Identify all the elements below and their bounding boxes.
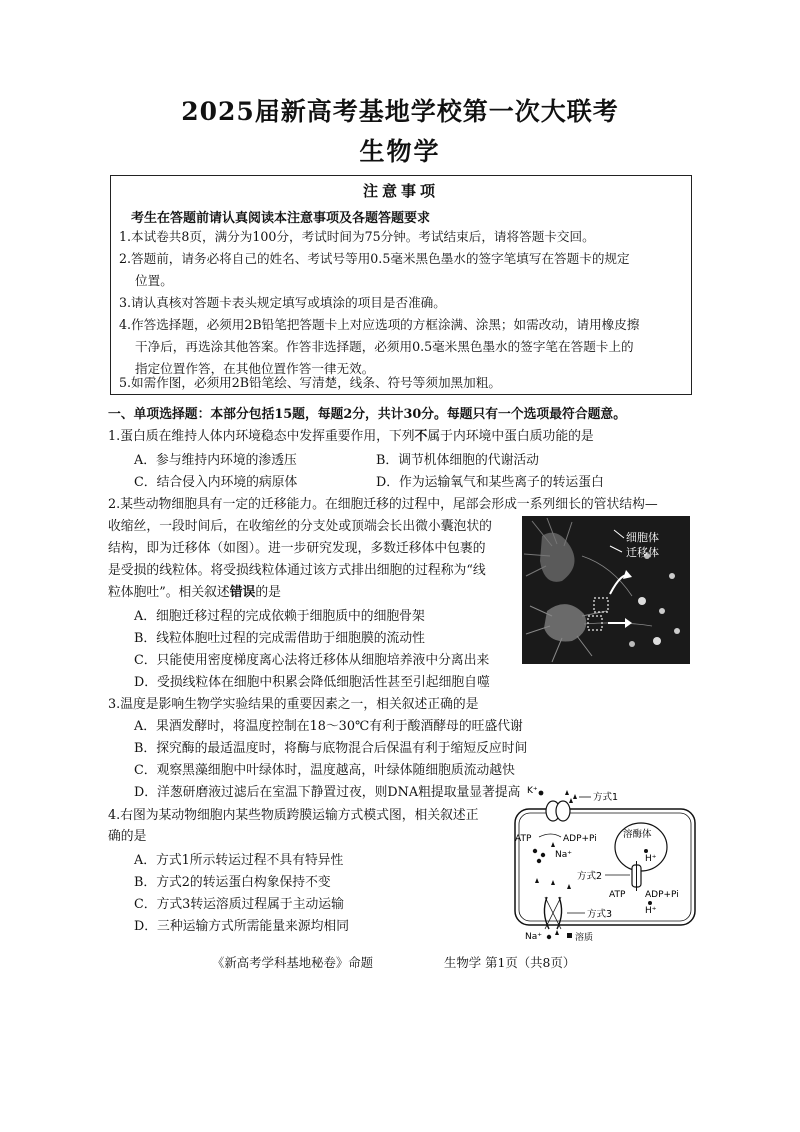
- footer-source: 《新高考学科基地秘卷》命题: [212, 955, 374, 970]
- notice-line: 1.本试卷共8页，满分为100分，考试时间为75分钟。考试结束后，请将答题卡交回。: [119, 229, 595, 244]
- notice-line: 3.请认真核对答题卡表头规定填写或填涂的项目是否准确。: [119, 295, 446, 310]
- q2-option-a: A．细胞迁移过程的完成依赖于细胞质中的细胞骨架: [134, 609, 425, 624]
- label-lysosome: 溶酶体: [623, 829, 652, 840]
- notice-line: 4.作答选择题，必须用2B铅笔把答题卡上对应选项的方框涂满、涂黑；如需改动，请用橡皮擦: [119, 317, 640, 332]
- label-migrasome: 迁移体: [626, 546, 659, 559]
- label-atp-1: ATP: [515, 834, 532, 844]
- label-way-2: 方式2: [577, 871, 603, 882]
- label-way-3: 方式3: [587, 909, 613, 920]
- q2-option-b: B．线粒体胞吐过程的完成需借助于细胞膜的流动性: [134, 631, 425, 646]
- label-cell-body: 细胞体: [626, 531, 659, 544]
- label-atp-2: ATP: [609, 890, 626, 900]
- label-adp-2: ADP+Pi: [645, 890, 679, 900]
- notice-box: [110, 175, 692, 395]
- membrane-transport-diagram: [505, 785, 705, 945]
- q1-option-b: B．调节机体细胞的代谢活动: [376, 453, 539, 468]
- notice-line: 5.如需作图，必须用2B铅笔绘、写清楚，线条、符号等须加黑加粗。: [119, 375, 501, 390]
- subject-title: 生物学: [359, 137, 441, 166]
- q3-option-c: C．观察黑藻细胞中叶绿体时，温度越高，叶绿体随细胞质流动越快: [134, 763, 515, 778]
- label-k-ion: K⁺: [527, 786, 538, 796]
- q2-stem-line: 2.某些动物细胞具有一定的迁移能力。在细胞迁移的过程中，尾部会形成一系列细长的管状结构—: [108, 497, 658, 512]
- q2-stem-line: 收缩丝，一段时间后，在收缩丝的分支处或顶端会长出微小囊泡状的: [108, 519, 492, 534]
- section-heading: 一、单项选择题：本部分包括15题，每题2分，共计30分。每题只有一个选项最符合题意。: [108, 407, 627, 422]
- label-way-1: 方式1: [593, 792, 619, 803]
- q4-option-c: C．方式3转运溶质过程属于主动运输: [134, 897, 344, 912]
- q1-option-d: D．作为运输氧气和某些离子的转运蛋白: [376, 475, 604, 490]
- label-h-ion-2: H⁺: [645, 906, 657, 916]
- q3-option-b: B．探究酶的最适温度时，将酶与底物混合后保温有利于缩短反应时间: [134, 741, 528, 756]
- q3-option-a: A．果酒发酵时，将温度控制在18～30℃有利于酸酒酵母的旺盛代谢: [134, 719, 523, 734]
- q1-option-a: A．参与维持内环境的渗透压: [134, 453, 297, 468]
- q3-stem: 3.温度是影响生物学实验结果的重要因素之一，相关叙述正确的是: [108, 697, 479, 712]
- q1-emphasis: 不: [414, 429, 428, 444]
- q3-option-d: D．洋葱研磨液过滤后在室温下静置过夜，则DNA粗提取量显著提高: [134, 785, 521, 800]
- q1-stem: 1.蛋白质在维持人体内环境稳态中发挥重要作用，下列不属于内环境中蛋白质功能的是: [108, 429, 594, 444]
- q4-option-d: D．三种运输方式所需能量来源均相同: [134, 919, 350, 934]
- label-na-ion-2: Na⁺: [525, 932, 542, 942]
- exam-title: 2025届新高考基地学校第一次大联考: [181, 97, 619, 126]
- label-h-ion-1: H⁺: [645, 854, 657, 864]
- notice-line: 位置。: [135, 273, 173, 288]
- footer-page-number: 生物学 第1页（共8页）: [444, 955, 576, 970]
- q2-option-c: C．只能使用密度梯度离心法将迁移体从细胞培养液中分离出来: [134, 653, 490, 668]
- label-solute: 溶质: [575, 933, 594, 943]
- migrasome-micrograph: [522, 516, 690, 664]
- notice-line: 2.答题前，请务必将自己的姓名、考试号等用0.5毫米黑色墨水的签字笔填写在答题卡的规定: [119, 251, 630, 266]
- q1-option-c: C．结合侵入内环境的病原体: [134, 475, 298, 490]
- notice-title: 注意事项: [362, 182, 439, 200]
- q4-option-a: A．方式1所示转运过程不具有特异性: [134, 853, 344, 868]
- q2-stem-line: 粒体胞吐”。相关叙述错误的是: [108, 585, 281, 600]
- q2-emphasis: 错误: [229, 585, 256, 600]
- q2-stem-line: 结构，即为迁移体（如图）。进一步研究发现，多数迁移体中包裹的: [108, 541, 486, 556]
- notice-line: 干净后，再选涂其他答案。作答非选择题，必须用0.5毫米黑色墨水的签字笔在答题卡上的: [135, 339, 634, 354]
- q2-option-d: D．受损线粒体在细胞中积累会降低细胞活性甚至引起细胞自噬: [134, 675, 490, 690]
- label-na-ion-1: Na⁺: [555, 850, 572, 860]
- notice-line: 指定位置作答，在其他位置作答一律无效。: [135, 361, 375, 376]
- q2-stem-line: 是受损的线粒体。将受损线粒体通过该方式排出细胞的过程称为“线: [108, 563, 486, 578]
- q4-stem-line: 确的是: [108, 829, 147, 844]
- q4-option-b: B．方式2的转运蛋白构象保持不变: [134, 875, 331, 890]
- q4-stem-line: 4.右图为某动物细胞内某些物质跨膜运输方式模式图，相关叙述正: [108, 808, 479, 823]
- label-adp-1: ADP+Pi: [563, 834, 597, 844]
- notice-intro: 考生在答题前请认真阅读本注意事项及各题答题要求: [131, 211, 431, 226]
